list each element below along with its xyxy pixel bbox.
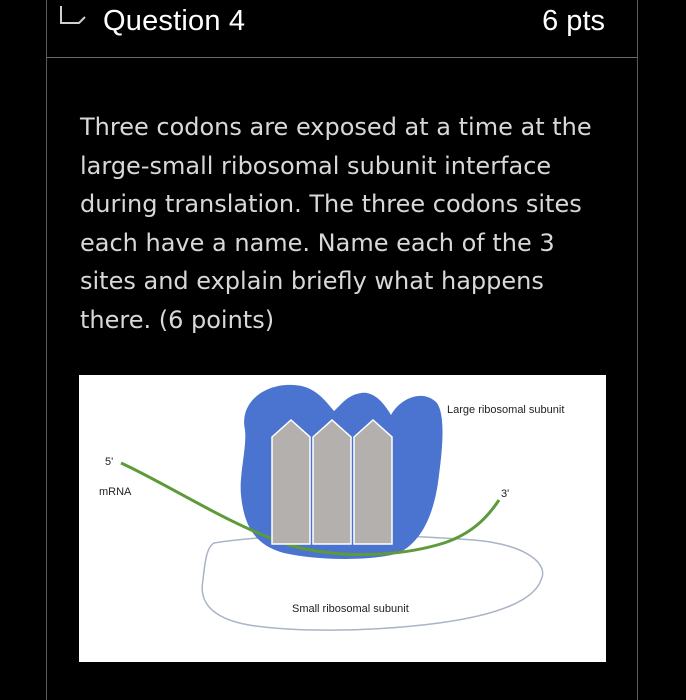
large-subunit-label: Large ribosomal subunit bbox=[447, 404, 565, 416]
small-subunit-label: Small ribosomal subunit bbox=[292, 603, 409, 615]
mrna-label: mRNA bbox=[99, 486, 132, 498]
question-title: Question 4 bbox=[103, 5, 246, 37]
flag-question-icon[interactable] bbox=[57, 4, 89, 30]
trna-site-3 bbox=[354, 420, 392, 544]
trna-site-2 bbox=[313, 420, 351, 544]
trna-site-1 bbox=[272, 420, 310, 544]
question-text: Three codons are exposed at a time at the large-small ribosomal subunit interface during translation. The three codons sites each have a name. Name each of the 3 sites and explain briefly what happens there. (6 points) bbox=[80, 113, 592, 334]
question-header bbox=[47, 0, 637, 58]
ribosome-figure bbox=[79, 375, 606, 662]
three-prime-label: 3' bbox=[501, 488, 510, 500]
question-points: 6 pts bbox=[542, 5, 605, 37]
ribosome-diagram bbox=[79, 375, 606, 662]
five-prime-label: 5' bbox=[105, 456, 114, 468]
